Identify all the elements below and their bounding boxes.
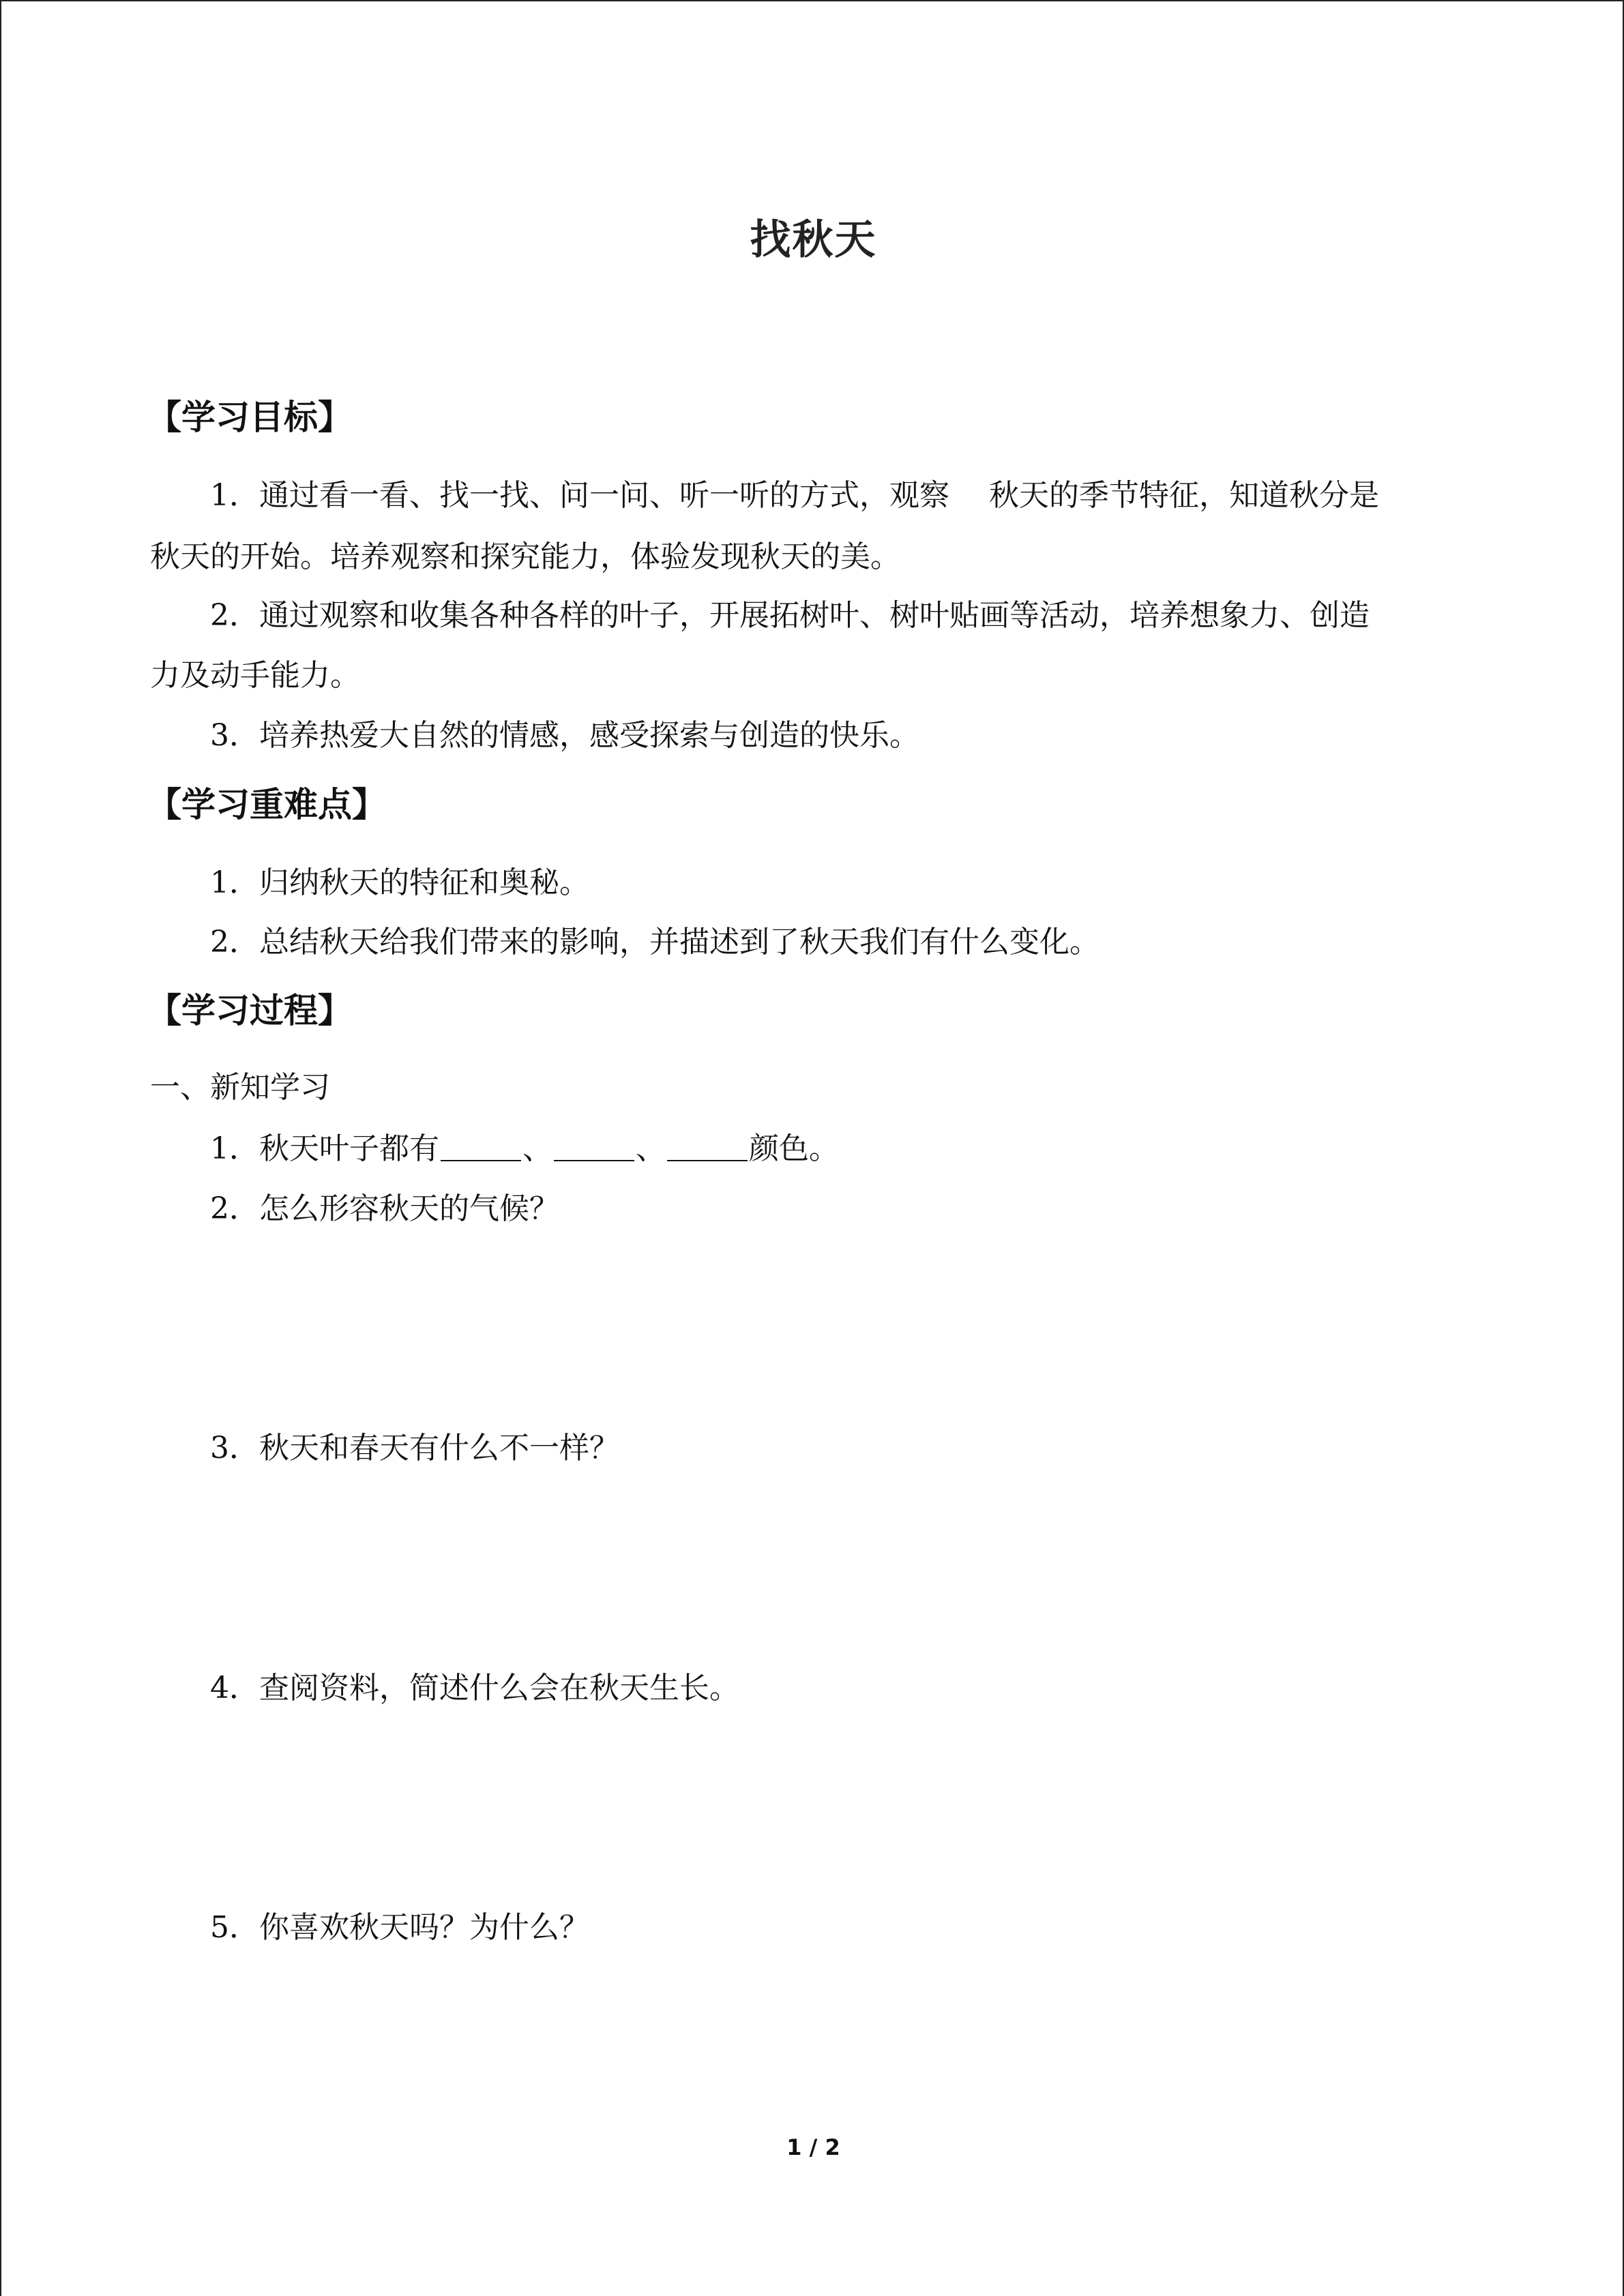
blank-field-2[interactable] [554,1130,634,1161]
answer-area-3[interactable] [147,1474,1477,1652]
blank-field-3[interactable] [667,1130,748,1161]
section-heading-goals: 【学习目标】 [147,398,352,437]
question-1-prefix: 1．秋天叶子都有 [210,1131,439,1166]
goal-1-line-1: 1．通过看一看、找一找、问一问、听一听的方式，观察 秋天的季节特征，知道秋分是 [210,478,1379,513]
answer-area-2[interactable] [147,1236,1477,1413]
question-3: 3．秋天和春天有什么不一样？ [210,1431,619,1465]
question-1-sep-1: 、 [522,1131,552,1166]
question-1-sep-2: 、 [636,1131,666,1166]
document-title: 找秋天 [750,216,877,264]
keypoint-2: 2．总结秋天给我们带来的影响，并描述到了秋天我们有什么变化。 [210,925,1099,959]
goal-3-line-1: 3．培养热爱大自然的情感，感受探索与创造的快乐。 [210,718,919,753]
blank-field-1[interactable] [441,1130,521,1161]
page-indicator: 1 / 2 [786,2134,840,2160]
section-heading-keypoints: 【学习重难点】 [147,785,386,824]
goal-2-line-1: 2．通过观察和收集各种各样的叶子，开展拓树叶、树叶贴画等活动，培养想象力、创造 [210,598,1370,633]
process-subheading: 一、新知学习 [150,1070,330,1105]
question-5: 5．你喜欢秋天吗？为什么？ [210,1910,589,1945]
question-1-suffix: 颜色。 [749,1131,839,1166]
question-1 [210,1130,839,1168]
goal-2-line-2: 力及动手能力。 [150,658,360,693]
goal-1-line-2: 秋天的开始。培养观察和探究能力，体验发现秋天的美。 [150,539,900,574]
question-4: 4．查阅资料，简述什么会在秋天生长。 [210,1671,739,1705]
question-2: 2．怎么形容秋天的气候？ [210,1191,559,1226]
keypoint-1: 1．归纳秋天的特征和奥秘。 [210,865,589,900]
answer-area-5[interactable] [147,1953,1477,2117]
section-heading-process: 【学习过程】 [147,991,352,1030]
answer-area-4[interactable] [147,1714,1477,1892]
